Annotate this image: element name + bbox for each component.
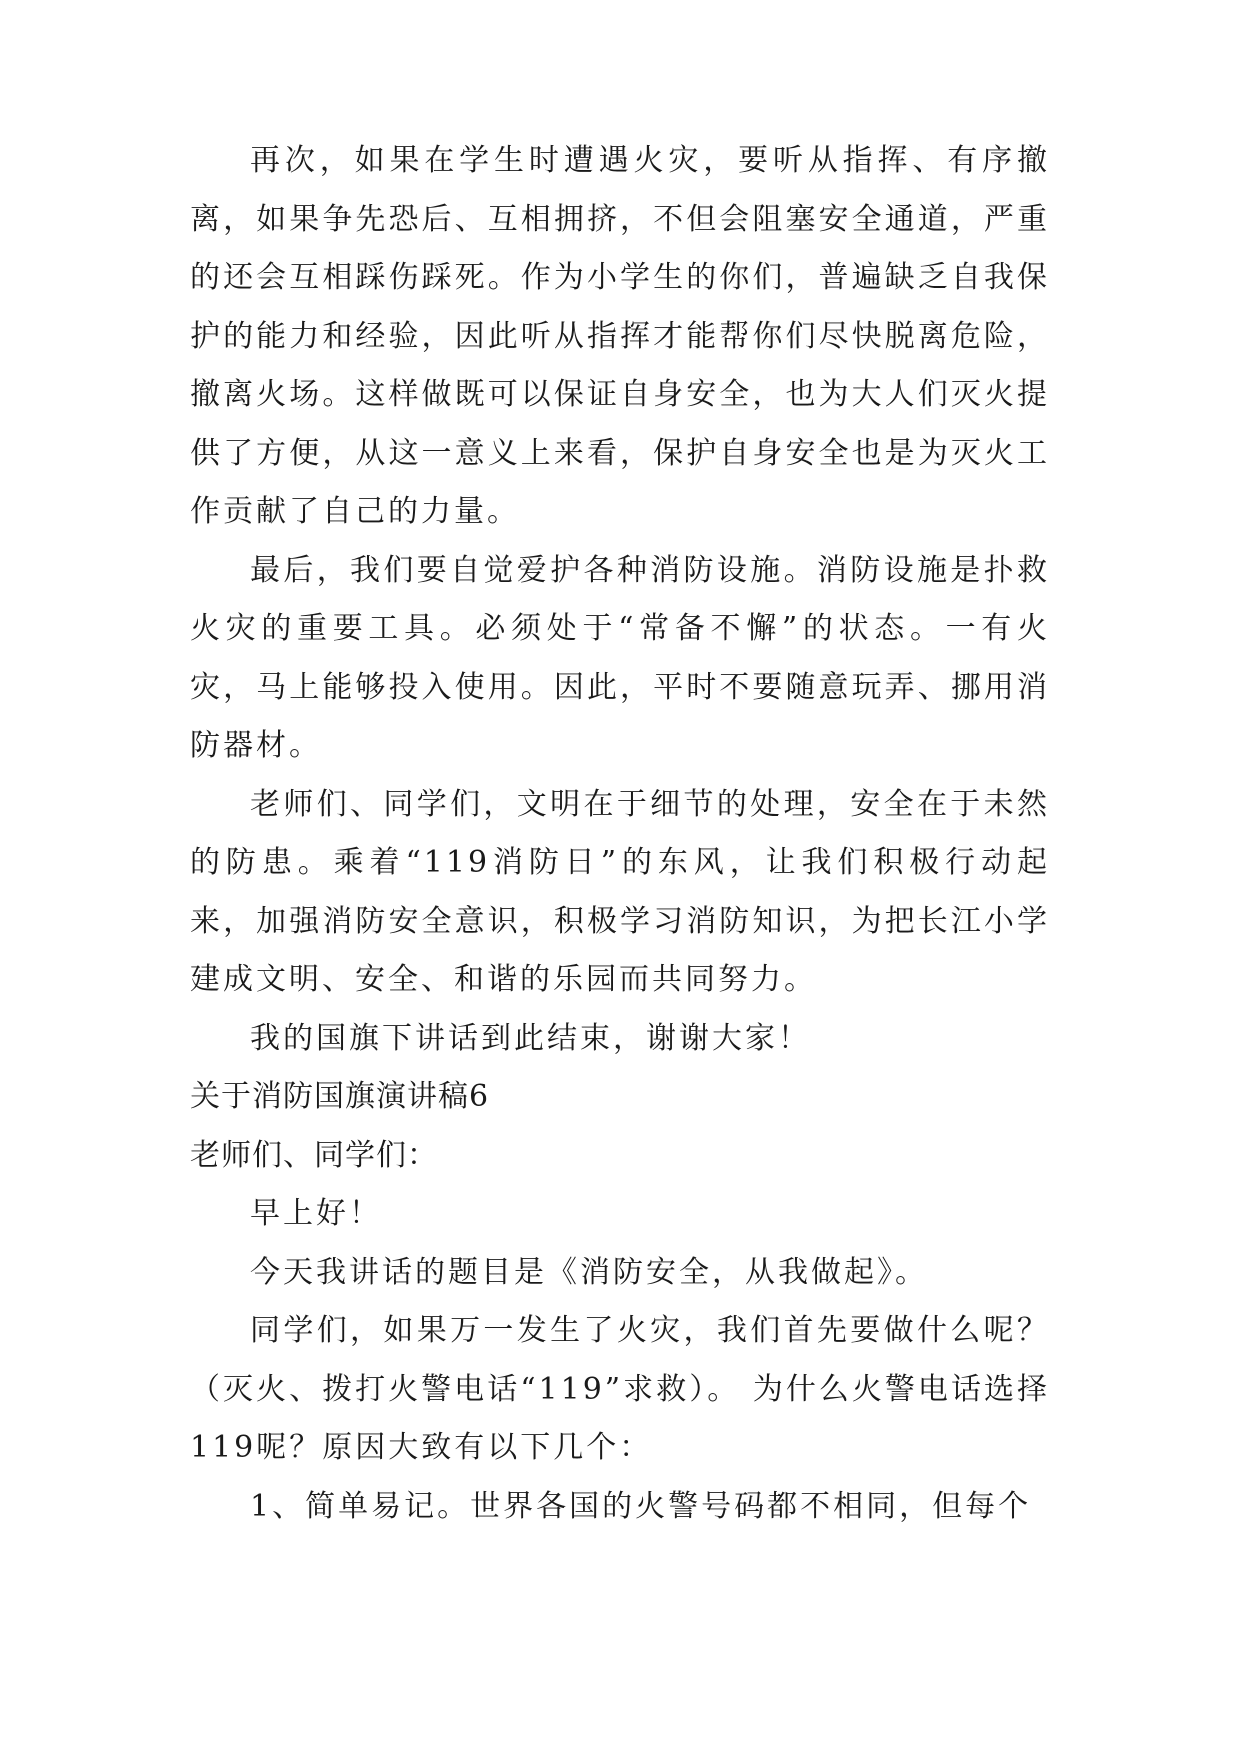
salutation: 老师们、同学们： bbox=[190, 1137, 438, 1173]
paragraph-topic: 今天我讲话的题目是《消防安全，从我做起》。 bbox=[250, 1254, 928, 1290]
paragraph-reason-1: 1、简单易记。世界各国的火警号码都不相同，但每个 bbox=[250, 1488, 1032, 1524]
paragraph-closing-appeal: 老师们、同学们，文明在于细节的处理，安全在于未然的防患。乘着“119消防日”的东风，让我们积极行动起来，加强消防安全意识，积极学习消防知识，为把长江小学建成文明、安全、和谐的乐园而共同努力。 bbox=[190, 786, 1050, 997]
paragraph-fire-facilities: 最后，我们要自觉爱护各种消防设施。消防设施是扑救火灾的重要工具。必须处于“常备不懈”的状态。一有火灾，马上能够投入使用。因此，平时不要随意玩弄、挪用消防器材。 bbox=[190, 552, 1050, 763]
section-title: 关于消防国旗演讲稿6 bbox=[190, 1079, 490, 1114]
paragraph-greeting: 早上好！ bbox=[250, 1196, 382, 1231]
paragraph-question-119: 同学们，如果万一发生了火灾，我们首先要做什么呢？（灭火、拨打火警电话“119”求救）。 为什么火警电话选择119呢？原因大致有以下几个： bbox=[190, 1313, 1050, 1465]
paragraph-thanks: 我的国旗下讲话到此结束，谢谢大家！ bbox=[250, 1020, 811, 1056]
document-body bbox=[190, 132, 1050, 1536]
paragraph-evacuation: 再次，如果在学生时遭遇火灾，要听从指挥、有序撤离，如果争先恐后、互相拥挤，不但会阻塞安全通道，严重的还会互相踩伤踩死。作为小学生的你们，普遍缺乏自我保护的能力和经验，因此听从指挥才能帮你们尽快脱离危险，撤离火场。这样做既可以保证自身安全，也为大人们灭火提供了方便，从这一意义上来看，保护自身安全也是为灭火工作贡献了自己的力量。 bbox=[190, 143, 1050, 529]
